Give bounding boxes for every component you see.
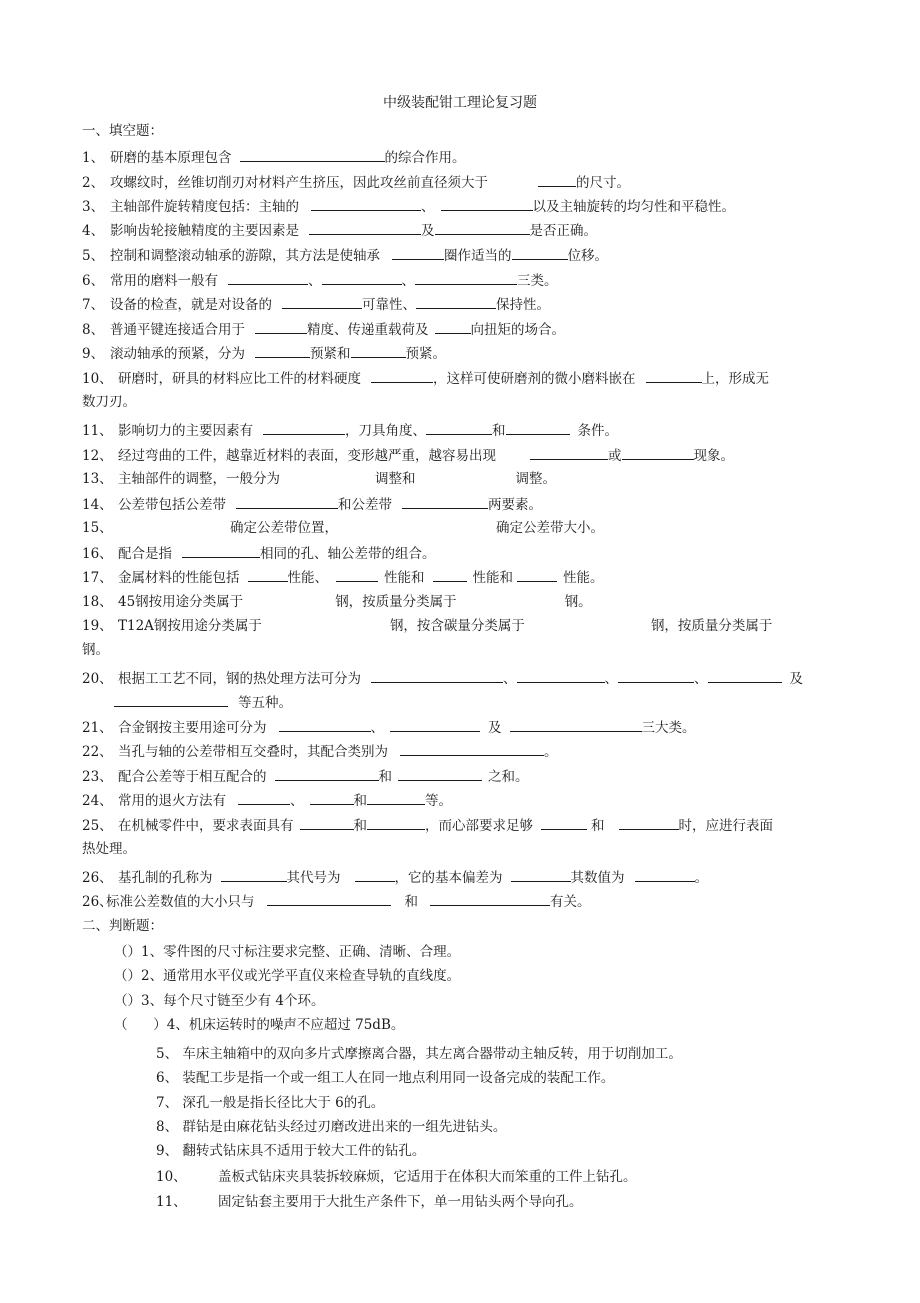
question-10-cont: 数刀刃。 [82,394,136,410]
blank[interactable] [618,669,694,683]
question-23: 23、 配合公差等于相互配合的 和 之和。 [82,769,529,785]
blank[interactable] [322,271,402,285]
blank[interactable] [279,718,371,732]
blank[interactable] [114,693,228,707]
question-26a: 26、 基孔制的孔称为 其代号为 ，它的基本偏差为 其数值为 。 [82,870,708,886]
section-heading: 一、填空题： [82,123,163,139]
question-11: 11、 影响切力的主要因素有 ，刀具角度、 和 条件。 [82,423,618,439]
blank[interactable] [255,320,307,334]
blank[interactable] [282,295,362,309]
blank[interactable] [238,791,290,805]
blank[interactable] [267,892,391,906]
question-12: 12、 经过弯曲的工件，越靠近材料的表面，变形越严重，越容易出现 或 现象。 [82,448,734,464]
blank[interactable] [541,816,587,830]
question-24: 24、 常用的退火方法有 、 和 等。 [82,793,452,809]
blank[interactable] [275,767,379,781]
question-19: 19、 T12A钢按用途分类属于 钢，按含碳量分类属于 钢，按质量分类属于 [82,618,773,634]
question-2: 2、 攻螺纹时，丝锥切削刃对材料产生挤压，因此攻丝前直径须大于 的尺寸。 [82,175,630,191]
blank[interactable] [367,791,425,805]
blank[interactable] [182,544,260,558]
judge-4: （ ）4、机床运转时的噪声不应超过 75dB。 [114,1017,405,1033]
question-5: 5、 控制和调整滚动轴承的游隙，其方法是使轴承 圈作适当的 位移。 [82,248,608,264]
judge-8: 8、 群钻是由麻花钻头经过刃磨改进出来的一组先进钻头。 [156,1119,507,1135]
blank[interactable] [512,246,568,260]
question-17: 17、 金属材料的性能包括 性能、 性能和 性能和 性能。 [82,570,604,586]
question-7: 7、 设备的检查，就是对设备的 可靠性、 保持性。 [82,297,550,313]
answer-bracket[interactable]: （） [114,944,141,960]
blank[interactable] [402,495,488,509]
blank[interactable] [398,767,482,781]
blank[interactable] [240,148,385,162]
blank[interactable] [367,816,425,830]
question-19-cont: 钢。 [82,642,109,658]
blank[interactable] [371,369,433,383]
blank[interactable] [392,246,444,260]
blank[interactable] [248,568,288,582]
blank[interactable] [351,344,406,358]
blank[interactable] [310,791,354,805]
question-25: 25、 在机械零件中，要求表面具有 和 ，而心部要求足够 和 时，应进行表面 [82,818,773,834]
answer-bracket[interactable]: （ ） [114,1017,167,1033]
blank[interactable] [517,669,605,683]
blank[interactable] [426,421,492,435]
judge-1: （）1、零件图的尺寸标注要求完整、正确、清晰、合理。 [114,944,461,960]
blank[interactable] [236,495,338,509]
blank[interactable] [538,173,576,187]
blank[interactable] [390,718,480,732]
blank[interactable] [300,816,354,830]
blank[interactable] [228,271,308,285]
question-1: 1、 研磨的基本原理包含 的综合作用。 [82,150,466,166]
judge-2: （）2、通常用水平仪或光学平直仪来检查导轨的直线度。 [114,968,461,984]
blank[interactable] [433,568,467,582]
question-13: 13、 主轴部件的调整，一般分为 调整和 调整。 [82,471,556,487]
section-heading: 二、判断题： [82,918,163,934]
blank[interactable] [530,446,608,460]
judge-3: （）3、每个尺寸链至少有 4个环。 [114,993,325,1009]
blank[interactable] [430,892,550,906]
answer-bracket[interactable]: （） [114,993,141,1009]
blank[interactable] [635,868,695,882]
question-20: 20、 根据工工艺不同，钢的热处理方法可分为 、 、 、 及 [82,671,803,687]
question-20-cont: 等五种。 [82,693,292,712]
blank[interactable] [311,197,421,211]
question-3: 3、 主轴部件旋转精度包括：主轴的 、 以及主轴旋转的均匀性和平稳性。 [82,199,735,215]
question-18: 18、 45钢按用途分类属于 钢，按质量分类属于 钢。 [82,594,592,610]
blank[interactable] [255,344,310,358]
judge-11: 11、 固定钻套主要用于大批生产条件下，单一用钻头两个导向孔。 [156,1194,583,1210]
blank[interactable] [435,221,530,235]
question-15: 15、 确定公差带位置， 确定公差带大小。 [82,520,604,536]
judge-9: 9、 翻转式钻床具不适用于较大工件的钻孔。 [156,1143,426,1159]
question-4: 4、 影响齿轮接触精度的主要因素是 及 是否正确。 [82,223,597,239]
blank[interactable] [510,718,642,732]
blank[interactable] [646,369,702,383]
page-title: 中级装配钳工理论复习题 [383,95,537,111]
blank[interactable] [441,197,533,211]
blank[interactable] [371,669,503,683]
blank[interactable] [506,421,570,435]
question-26b: 26、标准公差数值的大小只与 和 有关。 [82,894,591,910]
blank[interactable] [622,446,694,460]
judge-7: 7、 深孔一般是指长径比大于 6的孔。 [156,1095,385,1111]
question-14: 14、 公差带包括公差带 和公差带 两要素。 [82,497,542,513]
blank[interactable] [355,868,395,882]
blank[interactable] [435,320,471,334]
blank[interactable] [619,816,679,830]
question-21: 21、 合金钢按主要用途可分为 、 及 三大类。 [82,720,696,736]
judge-10: 10、 盖板式钻床夹具装拆较麻烦，它适用于在体积大而笨重的工件上钻孔。 [156,1169,637,1185]
judge-6: 6、 装配工步是指一个或一组工人在同一地点利用同一设备完成的装配工作。 [156,1070,615,1086]
blank[interactable] [263,421,345,435]
question-10: 10、 研磨时，研具的材料应比工件的材料硬度 ，这样可使研磨剂的微小磨料嵌在 上，形成无 [82,371,769,387]
question-22: 22、 当孔与轴的公差带相互交叠时，其配合类别为 。 [82,744,558,760]
blank[interactable] [336,568,378,582]
blank[interactable] [309,221,421,235]
question-6: 6、 常用的磨料一般有 、 、 三类。 [82,273,558,289]
answer-bracket[interactable]: （） [114,968,141,984]
blank[interactable] [708,669,782,683]
blank[interactable] [415,271,517,285]
blank[interactable] [400,742,544,756]
question-16: 16、 配合是指 相同的孔、轴公差带的组合。 [82,546,436,562]
blank[interactable] [416,295,496,309]
blank[interactable] [221,868,287,882]
question-25-cont: 热处理。 [82,841,136,857]
judge-5: 5、 车床主轴箱中的双向多片式摩擦离合器，其左离合器带动主轴反转，用于切削加工。 [156,1046,682,1062]
question-8: 8、 普通平键连接适合用于 精度、传递重载荷及 向扭矩的场合。 [82,322,565,338]
question-9: 9、 滚动轴承的预紧，分为 预紧和 预紧。 [82,346,446,362]
blank[interactable] [517,568,557,582]
blank[interactable] [511,868,571,882]
